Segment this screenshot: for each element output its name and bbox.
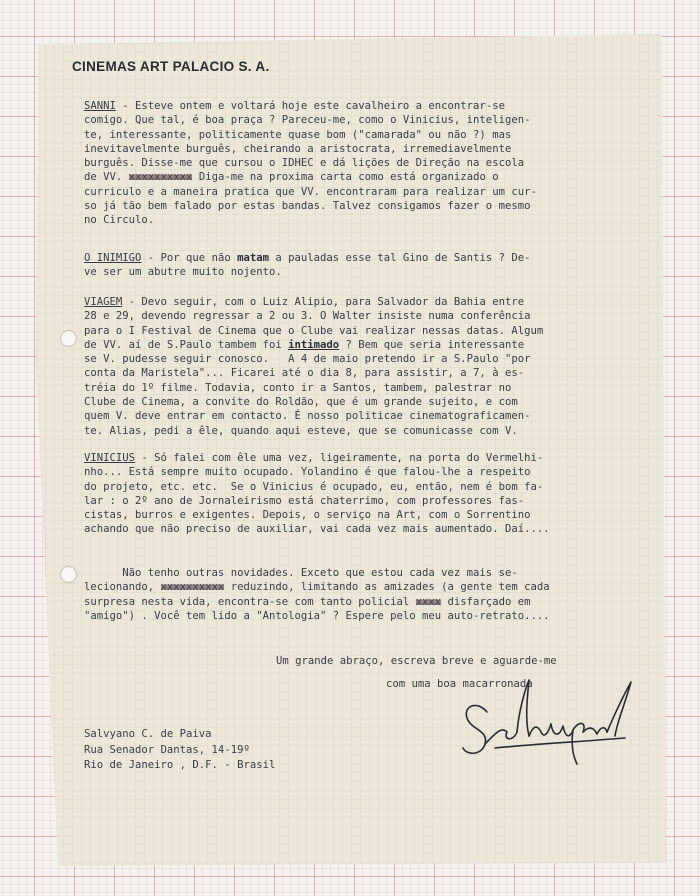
section-label-vinicius: VINICIUS [84,452,136,464]
struck-out-word: xxxx [415,595,442,608]
struck-out-word: xxxxxxxxxx [160,581,225,594]
text-line: lar : o 2º ano de Jornaleirismo está chaterrimo, com professores fas- [84,494,525,507]
sender-city: Rio de Janeiro , D.F. - Brasil [84,759,276,771]
text-line: - Por que não [141,252,238,264]
text-line: para o I Festival de Cinema que o Clube vai realizar nessas datas. Algum [84,324,544,337]
text-line: lecionando, [84,581,161,594]
text-line: so já tão bem falado por estas bandas. Talvez consigamos fazer o mesmo [84,200,531,213]
text-line: burguês. Disse-me que cursou o IDHEC e dá lições de Direção na escola [84,157,525,170]
text-line: 28 e 29, devendo regressar a 2 ou 3. O Walter insiste numa conferência [84,310,531,323]
paragraph-viagem [84,295,654,438]
text-line: se V. pudesse seguir conosco. A 4 de maio pretendo ir a S.Paulo "por [84,353,531,366]
text-line: do projeto, etc. etc. Se o Vinicius é ocupado, eu, então, nem é bom fa- [84,480,544,493]
text-line: nho... Está sempre muito ocupado. Yolandino é que falou-lhe a respeito [84,466,531,479]
paragraph-closing [84,566,654,623]
text-line: cistas, burros e exigentes. Depois, o serviço na Art, com o Sorrentino [84,509,531,522]
section-label-sanni: SANNI [84,100,116,112]
text-line: achando que não preciso de auxiliar, vai cada vez mais aumentado. Daí.... [84,523,550,536]
text-line: surpresa nesta vida, encontra-se com tanto policial [84,595,416,608]
text-line: de VV. [84,171,129,184]
sender-address [84,727,275,774]
sender-name: Salvyano C. de Paiva [84,728,212,740]
text-line: te. Alias, pedi a êle, quando aqui esteve, que se comunicasse com V. [84,424,518,437]
text-line: curriculo e a maneira pratica que VV. encontraram para realizar um cur- [84,185,537,198]
text-line: Não tenho outras novidades. Exceto que estou cada vez mais se- [84,567,518,579]
section-label-viagem: VIAGEM [84,296,123,308]
text-line: no Circulo. [84,214,155,227]
text-line: te, interessante, politicamente quase bom ("camarada" ou não ?) mas [84,128,512,141]
text-line: - Esteve ontem e voltará hoje este cavalheiro a encontrar-se [115,100,505,112]
text-line: ve ser um abutre muito nojento. [84,266,282,279]
text-line: comigo. Que tal, é boa praça ? Pareceu-me, como o Vinicius, inteligen- [84,114,531,127]
struck-out-word: xxxxxxxxxx [128,171,193,184]
farewell-line-2: com uma boa macarronada [386,678,533,690]
paragraph-sanni [84,99,654,228]
emphasized-word: intimado [288,338,340,351]
handwritten-signature [455,660,645,770]
letterhead: CINEMAS ART PALACIO S. A. [72,59,270,74]
punch-hole-top [60,330,77,347]
paragraph-inimigo [84,251,654,280]
text-line: tréia do 1º filme. Todavia, conto ir a Santos, tambem, palestrar no [84,381,512,394]
paragraph-vinicius [84,451,654,537]
text-line: a pauladas esse tal Gino de Santis ? De- [268,252,531,264]
text-line: inevitavelmente burguês, cheirando a aristocrata, irremediavelmente [84,142,512,155]
text-line: conta da Maristela"... Ficarei até o dia 8, para assistir, a 7, à es- [84,367,525,380]
text-line: quem V. deve entrar em contacto. É nosso politicae cinematograficamen- [84,410,531,423]
text-line: - Só falei com êle uma vez, ligeiramente, na porta do Vermelhi- [135,452,544,464]
emphasized-word: matam [237,252,269,264]
section-label-inimigo: O INIMIGO [84,252,142,264]
farewell-line-1: Um grande abraço, escreva breve e aguarde-me [276,655,557,667]
text-line: disfarçado em [441,595,531,608]
punch-hole-bottom [60,566,77,583]
text-line: "amigo") . Você tem lido a "Antologia" ? Espere pelo meu auto-retrato.... [84,609,550,622]
text-line: Clube de Cinema, a convite do Roldão, que é um grande sujeito, e com [84,396,518,409]
text-line: - Devo seguir, com o Luiz Alipio, para Salvador da Bahia entre [122,296,525,308]
text-line: reduzindo, limitando as amizades (a gente tem cada [224,581,550,594]
sender-street: Rua Senador Dantas, 14-19º [84,743,250,756]
text-line: Diga-me na proxima carta como está organizado o [192,171,499,184]
text-line: de VV. aí de S.Paulo tambem foi [84,338,289,351]
text-line: ? Bem que seria interessante [339,338,525,351]
